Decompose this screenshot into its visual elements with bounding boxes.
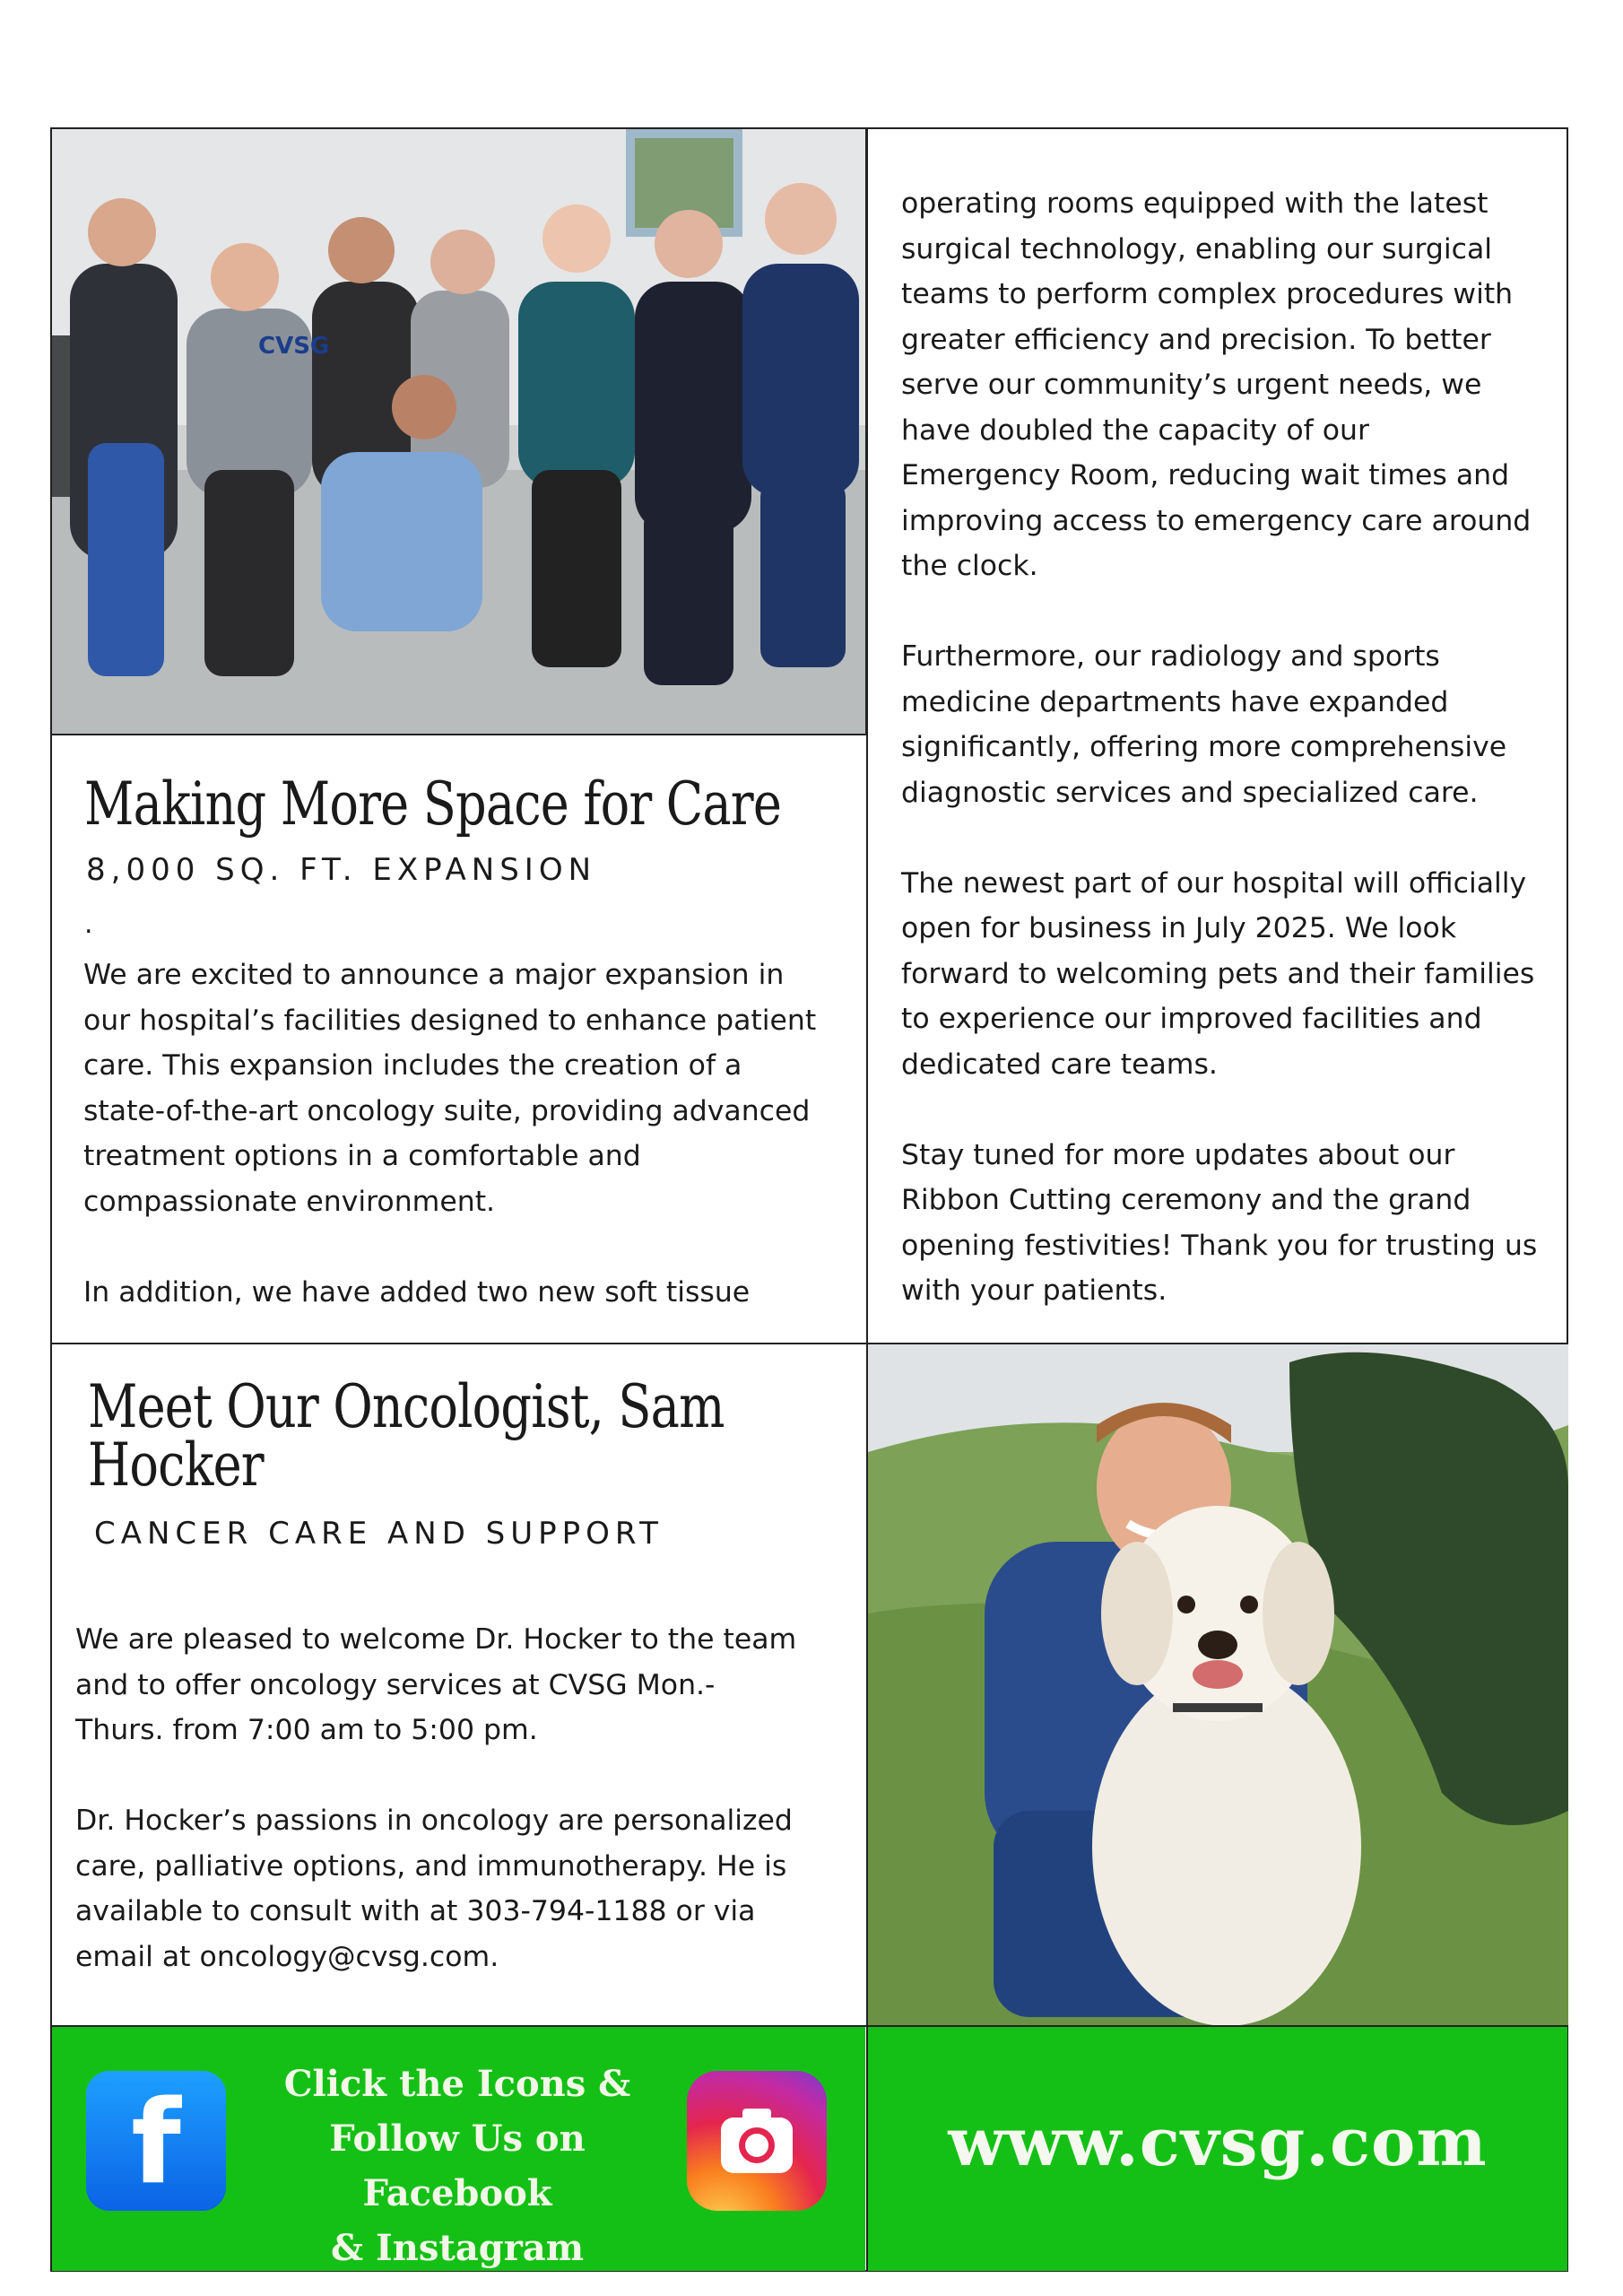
oncologist-body: We are pleased to welcome Dr. Hocker to the team and to offer oncology services at CVSG Mon.- Thurs. from 7:00 am to 5:00 pm. Dr. Hocker’s passions in oncology are personalized care, palliative options, and immunotherapy. He is available to consult with at 303-794-1188 or via email at oncology@cvsg.com. [75, 1623, 797, 1973]
expansion-body-right: operating rooms equipped with the latest surgical technology, enabling our surgical teams to perform complex procedures with greater efficiency and precision. To better serve our community’s urgent needs, we have doubled the capacity of our Emergency Room, reducing wait times and improving access to emergency care around the clock. Furthermore, our radiology and sports medicine departments have expanded significantly, offering more comprehensive diagnostic services and specialized care. The newest part of our hospital will officially open for business in July 2025. We look forward to welcoming pets and their families to experience our improved facilities and dedicated care teams. Stay tuned for more updates about our Ribbon Cutting ceremony and the grand opening festivities! Thank you for trusting us with your patients. [901, 187, 1538, 1307]
oncologist-subtitle: CANCER CARE AND SUPPORT [94, 1516, 664, 1552]
svg-text:CVSG: CVSG [258, 333, 330, 360]
expansion-title: Making More Space for Care [84, 770, 782, 839]
expansion-body-left: We are excited to announce a major expansion in our hospital’s facilities designed to enhance patient care. This expansion includes the creation of a state-of-the-art oncology suite, providing advanced treatment options in a comfortable and compassionate environment. In addition, we have added two new soft tissue [83, 959, 817, 1309]
facebook-letter: f [131, 2076, 181, 2210]
expansion-dot: . [84, 909, 93, 940]
oncologist-title-line1: Meet Our Oncologist, Sam [88, 1372, 725, 1441]
facebook-icon[interactable] [86, 2071, 226, 2211]
doctor-dog-photo [868, 1344, 1568, 2025]
expansion-subtitle: 8,000 SQ. FT. EXPANSION [86, 852, 597, 888]
team-photo [52, 129, 867, 735]
camera-glyph [687, 2071, 827, 2211]
oncologist-title-line2: Hocker [88, 1431, 264, 1500]
instagram-icon[interactable] [687, 2071, 827, 2211]
website-link[interactable]: www.cvsg.com [948, 2104, 1488, 2181]
follow-us-text: Click the Icons & Follow Us on Facebook & Instagram [283, 2063, 631, 2269]
